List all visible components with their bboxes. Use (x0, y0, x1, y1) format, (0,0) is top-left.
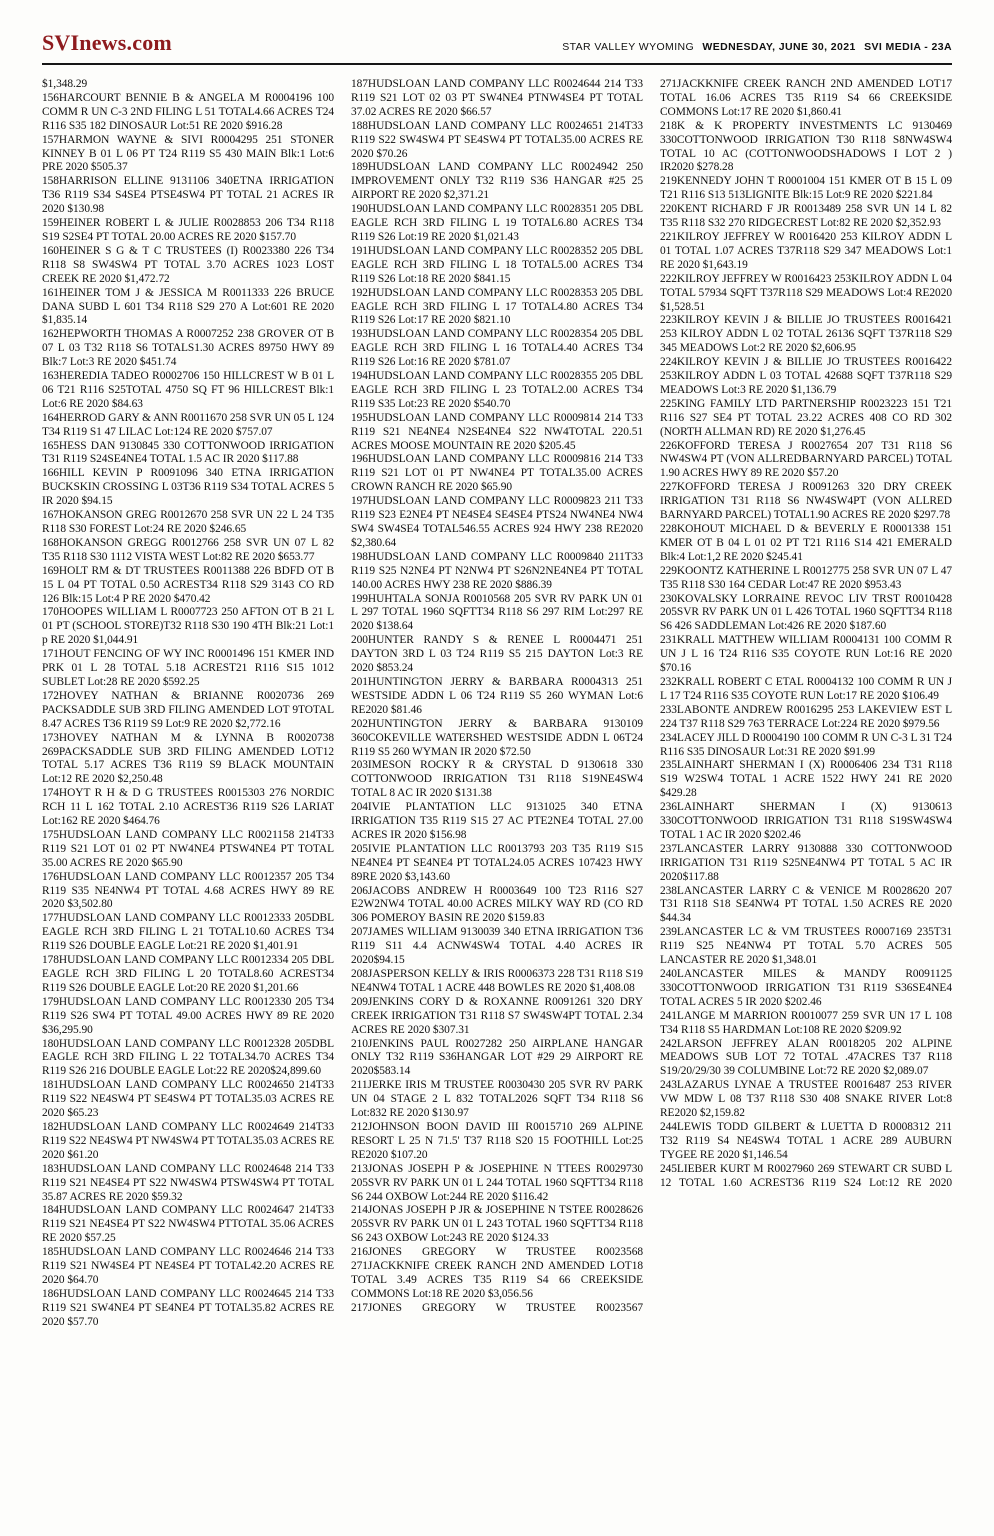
tax-entry: 205IVIE PLANTATION LLC R0013793 203 T35 R119 S15 NE4NE4 PT SE4NE4 PT TOTAL24.05 ACRES 107423 HWY 89RE 2020 $3,143.60 (351, 842, 643, 883)
tax-entry: 227KOFFORD TERESA J R0091263 320 DRY CREEK IRRIGATION T31 R118 S6 NW4SW4PT (VON ALLRED BARNYARD PARCEL) TOTAL1.90 ACRES RE 2020 $297.78 (660, 481, 952, 522)
tax-entry: 234LACEY JILL D R0004190 100 COMM R UN C-3 L 31 T24 R116 S35 DINOSAUR Lot:31 RE 2020 $91.99 (660, 731, 952, 758)
tax-entry: 171HOUT FENCING OF WY INC R0001496 151 KMER IND PRK 01 L 28 TOTAL 5.18 ACREST21 R116 S15 1012 SUBLET Lot:28 RE 2020 $592.25 (42, 648, 334, 688)
tax-entry: 208JASPERSON KELLY & IRIS R0006373 228 T31 R118 S19 NE4NW4 TOTAL 1 ACRE 448 BOWLES RE 2020 $1,408.08 (351, 968, 643, 994)
tax-entry: 200HUNTER RANDY S & RENEE L R0004471 251 DAYTON 3RD L 03 T24 R119 S5 215 DAYTON Lot:3 RE 2020 $853.24 (351, 634, 643, 675)
tax-entry: 244LEWIS TODD GILBERT & LUETTA D R0008312 211 T32 R119 S4 NE4SW4 TOTAL 1 ACRE 289 AUBURN TYGEE RE 2020 $1,146.54 (660, 1120, 952, 1161)
tax-entry: 216JONES GREGORY W TRUSTEE R0023568 271JACKKNIFE CREEK RANCH 2ND AMENDED LOT18 TOTAL 3.49 ACRES T35 R119 S4 66 CREEKSIDE COMMONS Lot:18 RE 2020 $3,056.56 (351, 1246, 643, 1300)
tax-entry: 183HUDSLOAN LAND COMPANY LLC R0024648 214 T33 R119 S21 NE4SE4 PT S22 NW4SW4 PTSW4SW4 PT TOTAL 35.87 ACRES RE 2020 $59.32 (42, 1162, 334, 1203)
tax-entry: 245LIEBER KURT M R0027960 269 STEWART CR SUBD L 12 TOTAL 1.60 ACREST36 R119 S24 Lot:12 RE 2020 (660, 1162, 952, 1189)
tax-entry: 221KILROY JEFFREY W R0016420 253 KILROY ADDN L 01 TOTAL 1.07 ACRES T37R118 S29 347 MEADOWS Lot:1 RE 2020 $1,643.19 (660, 230, 952, 271)
tax-entry: 231KRALL MATTHEW WILLIAM R0004131 100 COMM R UN J L 16 T24 R116 S35 COYOTE RUN Lot:16 RE 2020 $70.16 (660, 634, 952, 675)
tax-entry: 178HUDSLOAN LAND COMPANY LLC R0012334 205 DBL EAGLE RCH 3RD FILING L 20 TOTAL8.60 ACREST34 R119 S26 DOUBLE EAGLE Lot:20 RE 2020 $1,201.66 (42, 954, 334, 994)
tax-entry: 237LANCASTER LARRY 9130888 330 COTTONWOOD IRRIGATION T31 R119 S25NE4NW4 PT TOTAL 5 AC IR 2020$117.88 (660, 842, 952, 883)
tax-entry: 157HARMON WAYNE & SIVI R0004295 251 STONER KINNEY B 01 L 06 PT T24 R119 S5 430 MAIN Blk:1 Lot:6 PRE 2020 $505.37 (42, 133, 334, 174)
tax-entry: 241LANGE M MARRION R0010077 259 SVR UN 17 L 108 T34 R118 S5 HARDMAN Lot:108 RE 2020 $209.92 (660, 1009, 952, 1036)
tax-entry: 177HUDSLOAN LAND COMPANY LLC R0012333 205DBL EAGLE RCH 3RD FILING L 21 TOTAL10.60 ACRES T34 R119 S26 DOUBLE EAGLE Lot:21 RE 2020 $1,401.91 (42, 912, 334, 953)
tax-entry: 189HUDSLOAN LAND COMPANY LLC R0024942 250 IMPROVEMENT ONLY T32 R119 S36 HANGAR #25 25 AIRPORT RE 2020 $2,371.21 (351, 161, 643, 202)
dateline-date: WEDNESDAY, JUNE 30, 2021 (702, 41, 856, 53)
tax-entry: 232KRALL ROBERT C ETAL R0004132 100 COMM R UN J L 17 T24 R116 S35 COYOTE RUN Lot:17 RE 2020 $106.49 (660, 675, 952, 702)
tax-entry: 195HUDSLOAN LAND COMPANY LLC R0009814 214 T33 R119 S21 NE4NE4 N2SE4NE4 S22 NW4TOTAL 220.51 ACRES MOOSE MOUNTAIN RE 2020 $205.45 (351, 411, 643, 452)
tax-entry: 187HUDSLOAN LAND COMPANY LLC R0024644 214 T33 R119 S21 LOT 02 03 PT SW4NE4 PTNW4SE4 PT TOTAL 37.02 ACRES RE 2020 $66.57 (351, 78, 643, 118)
tax-entry: 225KING FAMILY LTD PARTNERSHIP R0023223 151 T21 R116 S27 SE4 PT TOTAL 23.22 ACRES 408 CO RD 302 (NORTH ALLMAN RD) RE 2020 $1,276.45 (660, 397, 952, 438)
tax-entry: 175HUDSLOAN LAND COMPANY LLC R0021158 214T33 R119 S21 LOT 01 02 PT NW4NE4 PTSW4NE4 PT TOTAL 35.00 ACRES RE 2020 $65.90 (42, 828, 334, 869)
tax-entry: $1,348.29 (42, 78, 88, 90)
notice-column-2 (351, 78, 643, 1330)
tax-entry: 213JONAS JOSEPH P & JOSEPHINE N TTEES R0029730 205SVR RV PARK UN 01 L 244 TOTAL 1960 SQFTT34 R118 S6 244 OXBOW Lot:244 RE 2020 $116.42 (351, 1162, 643, 1203)
tax-entry: 219KENNEDY JOHN T R0001004 151 KMER OT B 15 L 09 T21 R116 S13 513LIGNITE Blk:15 Lot:9 RE 2020 $221.84 (660, 175, 952, 202)
tax-entry: 242LARSON JEFFREY ALAN R0018205 202 ALPINE MEADOWS SUB LOT 72 TOTAL .47ACRES T37 R118 S19/20/29/30 39 COLUMBINE Lot:72 RE 2020 $2,089.07 (660, 1037, 952, 1078)
tax-entry: 210JENKINS PAUL R0027282 250 AIRPLANE HANGAR ONLY T32 R119 S36HANGAR LOT #29 29 AIRPORT RE 2020$583.14 (351, 1037, 643, 1078)
tax-entry: 217JONES GREGORY W TRUSTEE R0023567 (351, 1301, 643, 1314)
tax-entry: 271JACKKNIFE CREEK RANCH 2ND AMENDED LOT17 TOTAL 16.06 ACRES T35 R119 S4 66 CREEKSIDE COMMONS Lot:17 RE 2020 $1,860.41 (660, 78, 952, 118)
tax-entry: 180HUDSLOAN LAND COMPANY LLC R0012328 205DBL EAGLE RCH 3RD FILING L 22 TOTAL34.70 ACRES T34 R119 S26 216 DOUBLE EAGLE Lot:22 RE 2020$24,899.60 (42, 1037, 334, 1078)
tax-entry: 199HUHTALA SONJA R0010568 205 SVR RV PARK UN 01 L 297 TOTAL 1960 SQFTT34 R118 S6 297 RIM Lot:297 RE 2020 $138.64 (351, 592, 643, 633)
tax-entry: 211JERKE IRIS M TRUSTEE R0030430 205 SVR RV PARK UN 04 STAGE 2 L 832 TOTAL2026 SQFT T34 R118 S6 Lot:832 RE 2020 $130.97 (351, 1079, 643, 1120)
tax-entry: 193HUDSLOAN LAND COMPANY LLC R0028354 205 DBL EAGLE RCH 3RD FILING L 16 TOTAL4.40 ACRES T34 R119 S26 Lot:16 RE 2020 $781.07 (351, 328, 643, 369)
tax-entry: 233LABONTE ANDREW R0016295 253 LAKEVIEW EST L 224 T37 R118 S29 763 TERRACE Lot:224 RE 2020 $979.56 (660, 703, 952, 730)
site-brand: SVInews.com (42, 30, 172, 55)
tax-entry: 169HOLT RM & DT TRUSTEES R0011388 226 BDFD OT B 15 L 04 PT TOTAL 0.50 ACREST34 R118 S29 3143 CO RD 126 Blk:15 Lot:4 P RE 2020 $470.42 (42, 564, 334, 605)
tax-entry: 184HUDSLOAN LAND COMPANY LLC R0024647 214T33 R119 S21 NE4SE4 PT S22 NW4SW4 PTTOTAL 35.06 ACRES RE 2020 $57.25 (42, 1204, 334, 1245)
tax-entry: 207JAMES WILLIAM 9130039 340 ETNA IRRIGATION T36 R119 S11 4.4 ACNW4SW4 TOTAL 4.40 ACRES IR 2020$94.15 (351, 926, 643, 967)
tax-entry: 167HOKANSON GREG R0012670 258 SVR UN 22 L 24 T35 R118 S30 FOREST Lot:24 RE 2020 $246.65 (42, 509, 334, 535)
tax-entry: 186HUDSLOAN LAND COMPANY LLC R0024645 214 T33 R119 S21 SW4NE4 PT SE4NE4 PT TOTAL35.82 ACRES RE 2020 $57.70 (42, 1287, 334, 1328)
tax-entry: 196HUDSLOAN LAND COMPANY LLC R0009816 214 T33 R119 S21 LOT 01 PT NW4NE4 PT TOTAL35.00 ACRES CROWN RANCH RE 2020 $65.90 (351, 453, 643, 494)
tax-entry: 224KILROY KEVIN J & BILLIE JO TRUSTEES R0016422 253KILROY ADDN L 03 TOTAL 42688 SQFT T37R118 S29 MEADOWS Lot:3 RE 2020 $1,136.79 (660, 356, 952, 396)
tax-entry: 166HILL KEVIN P R0091096 340 ETNA IRRIGATION BUCKSKIN CROSSING L 03T36 R119 S34 TOTAL ACRES 5 IR 2020 $94.15 (42, 467, 334, 508)
tax-entry: 209JENKINS CORY D & ROXANNE R0091261 320 DRY CREEK IRRIGATION T31 R118 S7 SW4SW4PT TOTAL 2.34 ACRES RE 2020 $307.31 (351, 995, 643, 1036)
tax-entry: 204IVIE PLANTATION LLC 9131025 340 ETNA IRRIGATION T35 R119 S15 27 AC PTE2NE4 TOTAL 27.00 ACRES IR 2020 $156.98 (351, 801, 643, 841)
tax-entry: 220KENT RICHARD F JR R0013489 258 SVR UN 14 L 82 T35 R118 S32 270 RIDGECREST Lot:82 RE 2020 $2,352.93 (660, 203, 952, 230)
tax-entry: 203IMESON ROCKY R & CRYSTAL D 9130618 330 COTTONWOOD IRRIGATION T31 R118 S19NE4SW4 TOTAL 8 AC IR 2020 $131.38 (351, 759, 643, 800)
tax-entry: 240LANCASTER MILES & MANDY R0091125 330COTTONWOOD IRRIGATION T31 R119 S36SE4NE4 TOTAL ACRES 5 IR 2020 $202.46 (660, 968, 952, 1008)
header-rule (42, 63, 952, 65)
tax-entry: 222KILROY JEFFREY W R0016423 253KILROY ADDN L 04 TOTAL 57934 SQFT T37R118 S29 MEADOWS Lot:4 RE2020 $1,528.51 (660, 272, 952, 313)
tax-entry: 192HUDSLOAN LAND COMPANY LLC R0028353 205 DBL EAGLE RCH 3RD FILING L 17 TOTAL4.80 ACRES T34 R119 S26 Lot:17 RE 2020 $821.10 (351, 286, 643, 327)
dateline-location: STAR VALLEY WYOMING (562, 41, 695, 53)
notice-column-3 (660, 78, 952, 1330)
tax-entry: 228KOHOUT MICHAEL D & BEVERLY E R0001338 151 KMER OT B 04 L 01 02 PT T21 R116 S14 421 EMERALD Blk:4 Lot:1,2 RE 2020 $245.41 (660, 523, 952, 563)
tax-entry: 236LAINHART SHERMAN I (X) 9130613 330COTTONWOOD IRRIGATION T31 R118 S19SW4SW4 TOTAL 1 AC IR 2020 $202.46 (660, 801, 952, 841)
tax-entry: 173HOVEY NATHAN M & LYNNA B R0020738 269PACKSADDLE SUB 3RD FILING AMENDED LOT12 TOTAL 5.17 ACRES T36 R119 S9 BLACK MOUNTAIN Lot:12 RE 2020 $2,250.48 (42, 731, 334, 786)
tax-notice-columns (42, 78, 952, 1330)
tax-entry: 185HUDSLOAN LAND COMPANY LLC R0024646 214 T33 R119 S21 NW4SE4 PT NE4SE4 PT TOTAL42.20 ACRES RE 2020 $64.70 (42, 1246, 334, 1286)
tax-entry: 190HUDSLOAN LAND COMPANY LLC R0028351 205 DBL EAGLE RCH 3RD FILING L 19 TOTAL6.80 ACRES T34 R119 S26 Lot:19 RE 2020 $1,021.43 (351, 203, 643, 243)
tax-entry: 194HUDSLOAN LAND COMPANY LLC R0028355 205 DBL EAGLE RCH 3RD FILING L 23 TOTAL2.00 ACRES T34 R119 S35 Lot:23 RE 2020 $540.70 (351, 370, 643, 410)
tax-entry: 156HARCOURT BENNIE B & ANGELA M R0004196 100 COMM R UN C-3 2ND FILING L 51 TOTAL4.66 ACRES T24 R116 S35 182 DINOSAUR Lot:51 RE 2020 $916.28 (42, 91, 334, 132)
tax-entry: 212JOHNSON BOON DAVID III R0015710 269 ALPINE RESORT L 25 N 71.5' T37 R118 S20 15 FOOTHILL Lot:25 RE2020 $107.20 (351, 1120, 643, 1161)
tax-entry: 191HUDSLOAN LAND COMPANY LLC R0028352 205 DBL EAGLE RCH 3RD FILING L 18 TOTAL5.00 ACRES T34 R119 S26 Lot:18 RE 2020 $841.15 (351, 244, 643, 285)
tax-entry: 238LANCASTER LARRY C & VENICE M R0028620 207 T31 R118 S18 SE4NW4 PT TOTAL 1.50 ACRES RE 2020 $44.34 (660, 884, 952, 925)
masthead (42, 30, 952, 56)
tax-entry: 172HOVEY NATHAN & BRIANNE R0020736 269 PACKSADDLE SUB 3RD FILING AMENDED LOT 9TOTAL 8.47 ACRES T36 R119 S9 Lot:9 RE 2020 $2,772.16 (42, 689, 334, 730)
notice-column-1 (42, 78, 334, 1330)
tax-entry: 179HUDSLOAN LAND COMPANY LLC R0012330 205 T34 R119 S26 SW4 PT TOTAL 49.00 ACRES HWY 89 RE 2020 $36,295.90 (42, 995, 334, 1036)
tax-entry: 164HERROD GARY & ANN R0011670 258 SVR UN 05 L 124 T34 R119 S1 47 LILAC Lot:124 RE 2020 $757.07 (42, 411, 334, 438)
tax-entry: 218K & K PROPERTY INVESTMENTS LC 9130469 330COTTONWOOD IRRIGATION T30 R118 S8NW4SW4 TOTAL 10 AC (COTTONWOODSHADOWS I LOT 2 ) IR2020 $278.28 (660, 119, 952, 174)
tax-entry: 158HARRISON ELLINE 9131106 340ETNA IRRIGATION T36 R119 S34 S4SE4 PTSE4SW4 PT TOTAL 21 ACRES IR 2020 $130.98 (42, 175, 334, 216)
tax-entry: 168HOKANSON GREGG R0012766 258 SVR UN 07 L 82 T35 R118 S30 1112 VISTA WEST Lot:82 RE 2020 $653.77 (42, 536, 334, 563)
tax-entry: 206JACOBS ANDREW H R0003649 100 T23 R116 S27 E2W2NW4 TOTAL 40.00 ACRES MILKY WAY RD (CO RD 306 POMEROY BASIN RE 2020 $159.83 (351, 884, 643, 925)
tax-entry: 226KOFFORD TERESA J R0027654 207 T31 R118 S6 NW4SW4 PT (VON ALLREDBARNYARD PARCEL) TOTAL 1.90 ACRES HWY 89 RE 2020 $57.20 (660, 439, 952, 480)
tax-entry: 170HOOPES WILLIAM L R0007723 250 AFTON OT B 21 L 01 PT (SCHOOL STORE)T32 R118 S30 190 4TH Blk:21 Lot:1 p RE 2020 $1,044.91 (42, 606, 334, 647)
tax-entry: 182HUDSLOAN LAND COMPANY LLC R0024649 214T33 R119 S22 NE4SW4 PT NW4SW4 PT TOTAL35.03 ACRES RE 2020 $61.20 (42, 1120, 334, 1161)
dateline-edition: SVI MEDIA - 23A (864, 41, 952, 53)
tax-entry: 230KOVALSKY LORRAINE REVOC LIV TRST R0010428 205SVR RV PARK UN 01 L 426 TOTAL 1960 SQFTT34 R118 S6 426 SADDLEMAN Lot:426 RE 2020 $187.60 (660, 592, 952, 633)
tax-entry: 161HEINER TOM J & JESSICA M R0011333 226 BRUCE DANA SUBD L 601 T34 R118 S29 270 A Lot:601 RE 2020 $1,835.14 (42, 286, 334, 327)
tax-entry: 201HUNTINGTON JERRY & BARBARA R0004313 251 WESTSIDE ADDN L 06 T24 R119 S5 260 WYMAN Lot:6 RE2020 $81.46 (351, 675, 643, 716)
tax-entry: 197HUDSLOAN LAND COMPANY LLC R0009823 211 T33 R119 S23 E2NE4 PT NE4SE4 SE4SE4 PTS24 NW4NE4 NW4 SW4 SW4SE4 TOTAL546.55 ACRES 924 HWY 238 RE2020 $2,380.64 (351, 495, 643, 549)
tax-entry: 243LAZARUS LYNAE A TRUSTEE R0016487 253 RIVER VW MDW L 08 T37 R118 S30 408 SNAKE RIVER Lot:8 RE2020 $2,159.82 (660, 1079, 952, 1120)
tax-entry: 181HUDSLOAN LAND COMPANY LLC R0024650 214T33 R119 S22 NE4SW4 PT SE4SW4 PT TOTAL35.03 ACRES RE 2020 $65.23 (42, 1079, 334, 1120)
tax-entry: 160HEINER S G & T C TRUSTEES (I) R0023380 226 T34 R118 S8 SW4SW4 PT TOTAL 3.70 ACRES 1023 LOST CREEK RE 2020 $1,472.72 (42, 244, 334, 285)
tax-entry: 239LANCASTER LC & VM TRUSTEES R0007169 235T31 R119 S25 NE4NW4 PT TOTAL 5.70 ACRES 505 LANCASTER RE 2020 $1,348.01 (660, 926, 952, 967)
tax-entry: 163HEREDIA TADEO R0002706 150 HILLCREST W B 01 L 06 T21 R116 S25TOTAL 4750 SQ FT 96 HILLCREST Blk:1 Lot:6 RE 2020 $84.63 (42, 370, 334, 410)
tax-entry: 202HUNTINGTON JERRY & BARBARA 9130109 360COKEVILLE WATERSHED WESTSIDE ADDN L 06T24 R119 S5 260 WYMAN IR 2020 $72.50 (351, 717, 643, 758)
tax-entry: 188HUDSLOAN LAND COMPANY LLC R0024651 214T33 R119 S22 SW4SW4 PT SE4SW4 PT TOTAL35.00 ACRES RE 2020 $70.26 (351, 119, 643, 160)
tax-entry: 229KOONTZ KATHERINE L R0012775 258 SVR UN 07 L 47 T35 R118 S30 164 CEDAR Lot:47 RE 2020 $953.43 (660, 564, 952, 591)
tax-entry: 162HEPWORTH THOMAS A R0007252 238 GROVER OT B 07 L 03 T32 R118 S6 TOTALS1.30 ACRES 89750 HWY 89 Blk:7 Lot:3 RE 2020 $451.74 (42, 328, 334, 369)
tax-entry: 165HESS DAN 9130845 330 COTTONWOOD IRRIGATION T31 R119 S24SE4NE4 TOTAL 1.5 AC IR 2020 $117.88 (42, 439, 334, 466)
tax-entry: 174HOYT R H & D G TRUSTEES R0015303 276 NORDIC RCH 11 L 162 TOTAL 2.10 ACREST36 R119 S26 LARIAT Lot:162 RE 2020 $464.76 (42, 787, 334, 828)
tax-entry: 214JONAS JOSEPH P JR & JOSEPHINE N TSTEE R0028626 205SVR RV PARK UN 01 L 243 TOTAL 1960 SQFTT34 R118 S6 243 OXBOW Lot:243 RE 2020 $124.33 (351, 1204, 643, 1245)
dateline (557, 41, 952, 53)
tax-entry: 159HEINER ROBERT L & JULIE R0028853 206 T34 R118 S19 S2SE4 PT TOTAL 20.00 ACRES RE 2020 $157.70 (42, 217, 334, 243)
tax-entry: 176HUDSLOAN LAND COMPANY LLC R0012357 205 T34 R119 S35 NE4NW4 PT TOTAL 4.68 ACRES HWY 89 RE 2020 $3,502.80 (42, 870, 334, 911)
tax-entry: 223KILROY KEVIN J & BILLIE JO TRUSTEES R0016421 253 KILROY ADDN L 02 TOTAL 26136 SQFT T37R118 S29 345 MEADOWS Lot:2 RE 2020 $2,606.95 (660, 314, 952, 355)
tax-entry: 235LAINHART SHERMAN I (X) R0006406 234 T31 R118 S19 W2SW4 TOTAL 1 ACRE 1522 HWY 241 RE 2020 $429.28 (660, 759, 952, 800)
tax-entry: 198HUDSLOAN LAND COMPANY LLC R0009840 211T33 R119 S25 N2NE4 PT N2NW4 PT S26N2NE4NE4 PT TOTAL 140.00 ACRES HWY 238 RE 2020 $886.39 (351, 550, 643, 591)
